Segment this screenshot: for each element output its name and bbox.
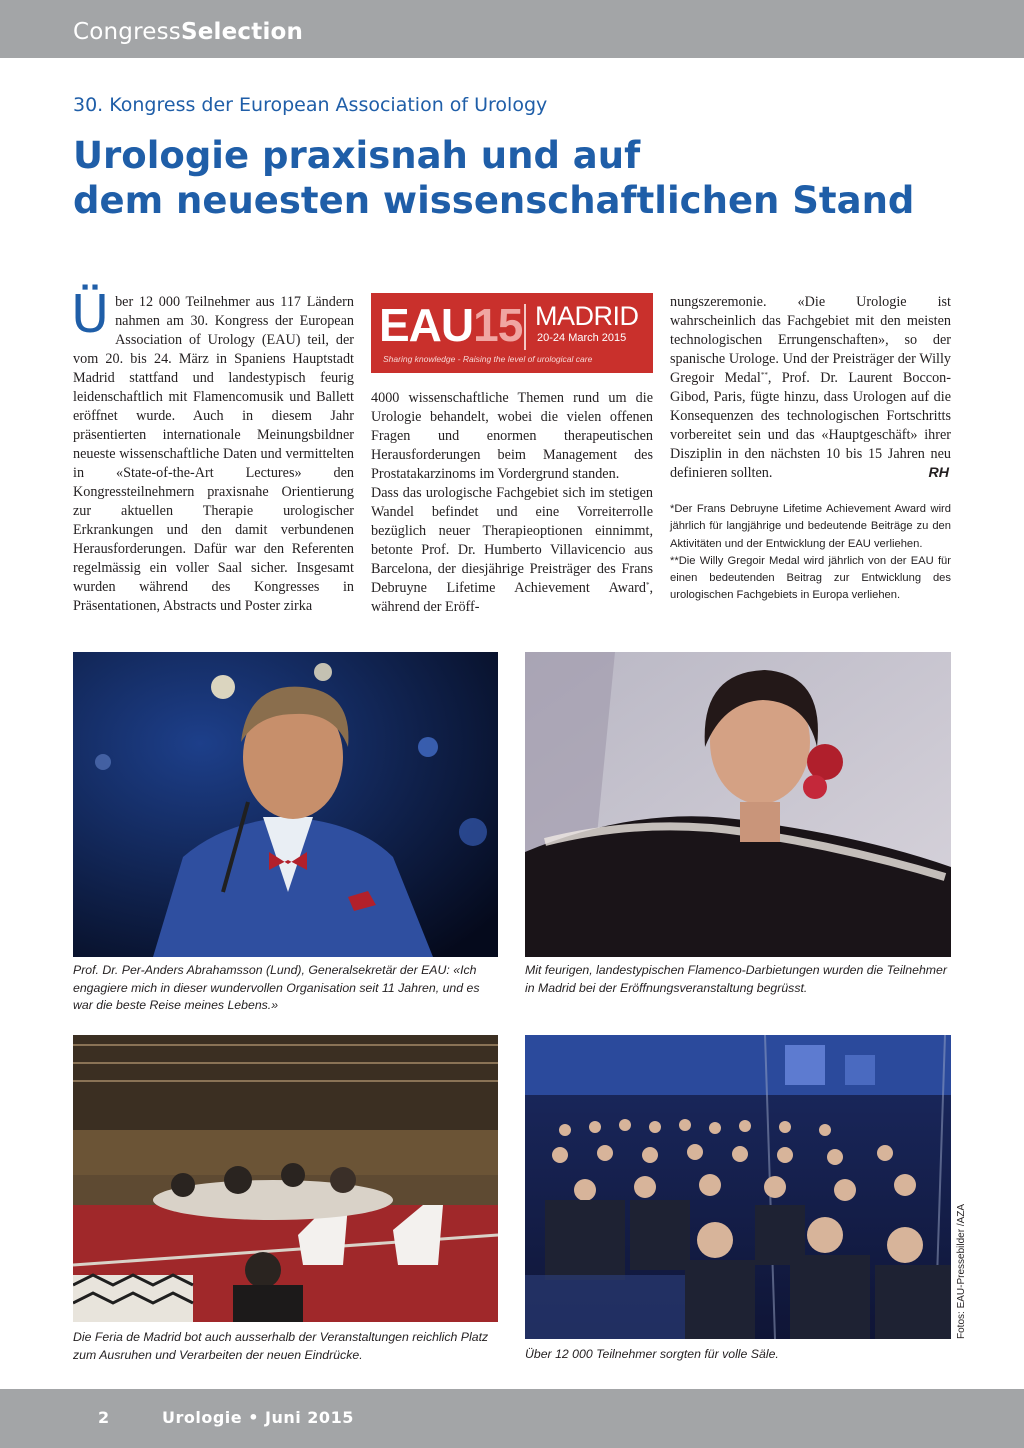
- article-kicker: 30. Kongress der European Association of Urology: [73, 94, 548, 116]
- logo-city: MADRID: [535, 301, 639, 331]
- column-3-text-a: nungszeremonie. «Die Urologie ist wahrscheinlich das Fachgebiet mit den meisten technologischen Errungenschaften», so der spanische Urologe. Und der Preisträger der Willy Gregoir Medal: [670, 294, 951, 386]
- footnote-1: *Der Frans Debruyne Lifetime Achievement Award wird jährlich für langjährige und bedeutende Beiträge zu den Aktivitäten und der Entwicklung der EAU verliehen.: [670, 503, 951, 550]
- footnote-marker-1: *: [645, 581, 650, 589]
- logo-year: 15: [473, 299, 523, 351]
- author-initials: RH: [928, 465, 949, 481]
- photo-flamenco-dancer: [525, 652, 951, 957]
- brand-light: Congress: [73, 19, 181, 45]
- caption-photo-lounge: Die Feria de Madrid bot auch ausserhalb der Veranstaltungen reichlich Platz zum Ausruhen und Verarbeiten der neuen Eindrücke.: [73, 1330, 489, 1362]
- article-column-2: [371, 389, 653, 617]
- logo-eau: [379, 299, 522, 351]
- photo-speaker: [73, 652, 498, 957]
- caption-photo-flamenco: Mit feurigen, landestypischen Flamenco-Darbietungen wurden die Teilnehmer in Madrid bei der Eröffnungsveranstaltung begrüsst.: [525, 963, 947, 995]
- page-number: 2: [98, 1408, 110, 1427]
- article-column-1: [71, 285, 354, 616]
- article-title-line-2: dem neuesten wissenschaftlichen Stand: [73, 179, 915, 222]
- logo-dates: 20-24 March 2015: [537, 332, 627, 344]
- eau15-madrid-logo: [371, 293, 653, 373]
- footnote-2: **Die Willy Gregoir Medal wird jährlich von der EAU für einen bedeutenden Beitrag zur Entwicklung des urologischen Fachgebiets in Europa verliehen.: [670, 554, 951, 602]
- caption-photo-audience: Über 12 000 Teilnehmer sorgten für volle Säle.: [525, 1347, 779, 1361]
- logo-separator: [524, 304, 526, 350]
- column-2-paragraph-1: 4000 wissenschaftliche Themen rund um die Urologie behandelt, wobei die vielen offenen Fragen und enormen therapeutischen Herausforderungen beim Management des Prostatakarzinoms im Vordergrund standen.: [371, 390, 653, 482]
- brand-bold: Selection: [180, 19, 304, 45]
- caption-photo-speaker: Prof. Dr. Per-Anders Abrahamsson (Lund), Generalsekretär der EAU: «Ich engagiere mich in dieser wundervollen Organisation seit 11 Jahren, und es war die beste Reise meines Lebens.»: [73, 963, 480, 1012]
- publication-brand: [73, 18, 303, 46]
- footnote-marker-2: **: [760, 371, 768, 379]
- article-column-3: [670, 293, 951, 483]
- header-bar: [0, 0, 1024, 58]
- photo-credit: Fotos: EAU-Pressebilder /AZA: [956, 1203, 967, 1339]
- column-3-text-b: , Prof. Dr. Laurent Boccon-Gibod, Paris, fügte hinzu, dass Urologen auf die Konsequenzen des technologischen Fortschritts vorbereitet sein und das «Hauptgeschäft» ihrer Disziplin in den nächsten 10 bis 15 Jahren neu definieren sollten.: [670, 370, 951, 481]
- footer-bar: [0, 1389, 1024, 1448]
- logo-eau-text: EAU: [379, 299, 474, 351]
- article-title-line-1: Urologie praxisnah und auf: [73, 134, 641, 177]
- photo-audience: [525, 1035, 951, 1339]
- photo-lounge-area: [73, 1035, 498, 1322]
- publication-issue: Urologie • Juni 2015: [162, 1408, 354, 1427]
- column-2-text-a: Dass das urologische Fachgebiet sich im stetigen Wandel befindet und eine Vorreiterrolle bezüglich neuer Therapieoptionen einnimmt, betonte Prof. Dr. Humberto Villavicencio aus Barcelona, der diesjährige Preisträger des Frans Debruyne Lifetime Achievement Award: [371, 485, 653, 596]
- column-3-paragraph: [670, 293, 951, 483]
- article-title: [73, 133, 973, 223]
- column-2-paragraph-2: [371, 484, 653, 617]
- drop-cap: Ü: [71, 285, 110, 345]
- logo-tagline: Sharing knowledge - Raising the level of urological care: [383, 354, 593, 364]
- column-2-text-b: , während der Eröff-: [371, 580, 653, 615]
- footnotes: [670, 501, 951, 605]
- column-1-text: ber 12 000 Teilnehmer aus 117 Ländern nahmen am 30. Kongress der European Association of Urology (EAU) teil, der vom 20. bis 24. März in Spaniens Hauptstadt Madrid stattfand und landestypisch feurig leidenschaftlich mit Flamencomusik und Ballett eröffnet wurde. Auch in diesem Jahr präsentierten internationale Meinungsbildner neueste wissenschaftliche Daten und vermittelten in «State-of-the-Art Lectures» den Kongressteilnehmern praxisnahe Orientierung zur aktuellen Therapie urologischer Erkrankungen und den damit verbundenen Herausforderungen. Dafür war den Referenten regelmässig ein voller Saal sicher. Insgesamt wurden während des Kongresses in Präsentationen, Abstracts und Poster zirka: [73, 294, 354, 614]
